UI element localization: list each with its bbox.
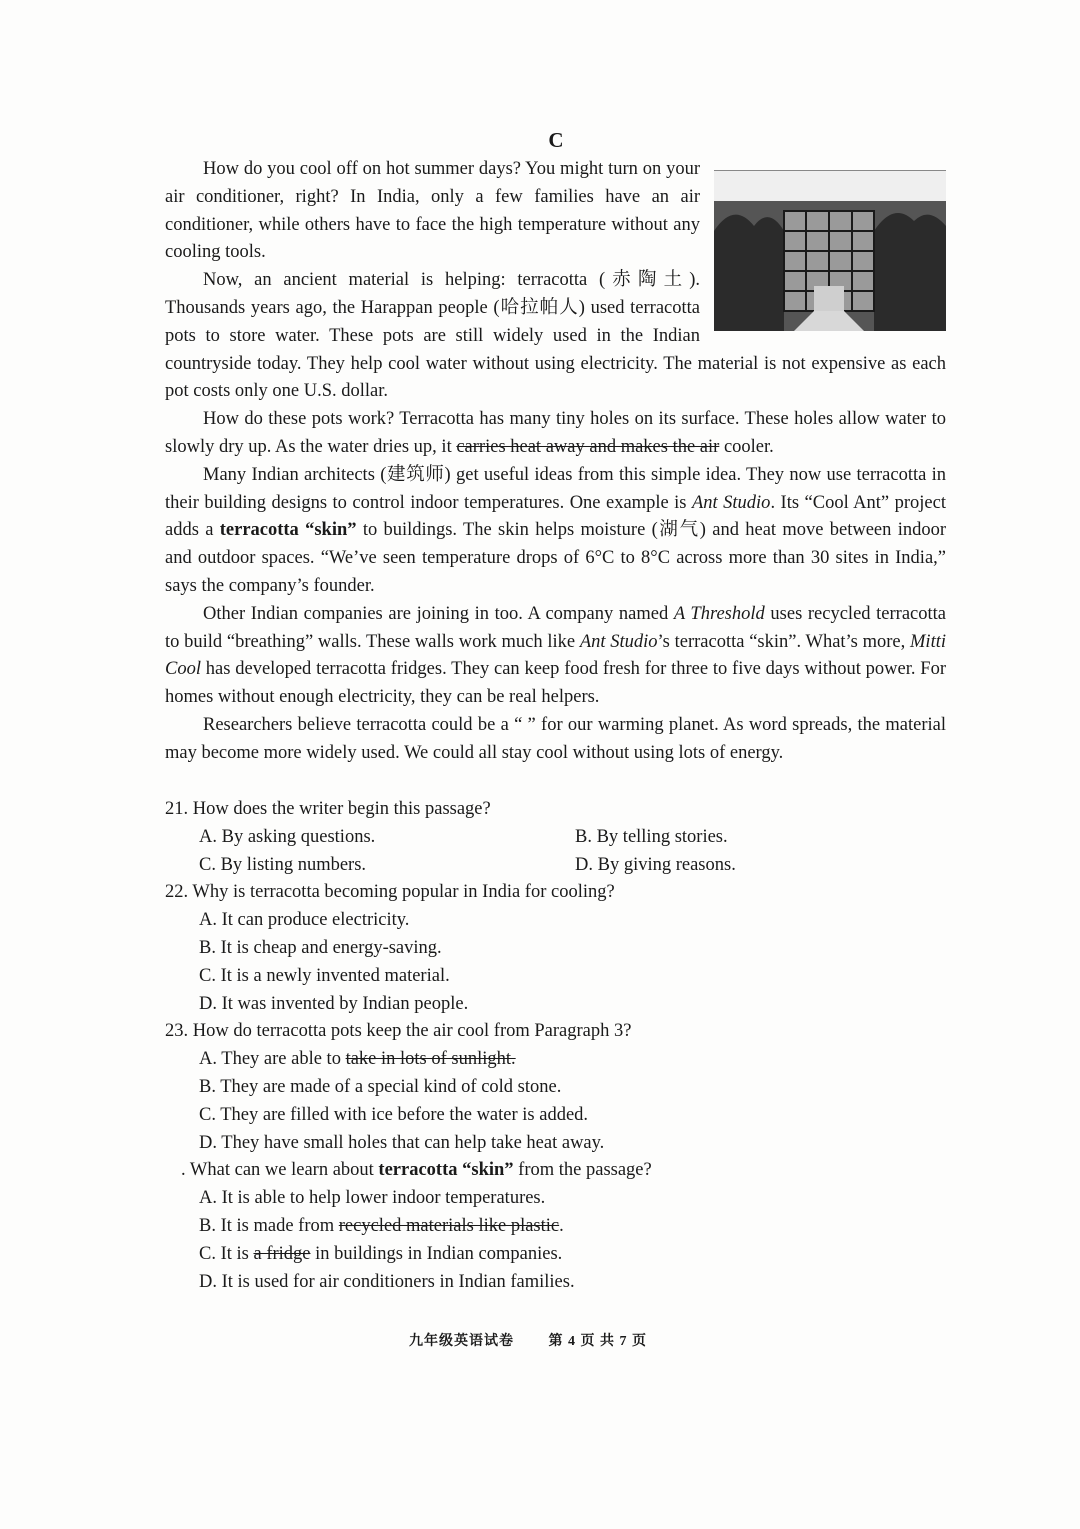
paragraph-5 [165,601,946,712]
paragraph-4 [165,462,946,601]
stem-text-b: from the passage? [513,1160,652,1181]
terracotta-skin-term: terracotta “skin” [219,520,357,541]
paragraph-3 [165,406,946,462]
option-b: B. By telling stories. [575,826,728,847]
paragraph-5-text-b: uses recycled terracotta to build “breathing” walls. These walls work much like [165,603,946,652]
paragraph-3-text: How do these pots work? Terracotta has many tiny holes on its surface. These holes allow water to slowly dry up. As the water dries up, it [165,409,946,457]
exam-name: 九年级英语试卷 [409,1334,514,1349]
option-d: D. By giving reasons. [575,854,736,875]
strikethrough-mark: recycled materials like plastic [338,1215,560,1236]
option-c: C. It is a newly invented material. [199,965,450,986]
ant-studio-name-2: Ant Studio [579,631,658,652]
section-label: C [548,128,564,152]
option-d: D. They have small holes that can help take heat away. [199,1132,605,1153]
question-stem [181,1157,965,1185]
ant-studio-name: Ant Studio [691,492,771,513]
paragraph-6: Researchers believe terracotta could be a “ ” for our warming planet. As word spreads, the material may become more widely used. We could all stay cool without using lots of energy. [165,714,946,763]
option-d: D. It is used for air conditioners in Indian families. [199,1271,575,1292]
question-list [165,796,965,1296]
page-footer [0,1330,1056,1350]
question-23 [165,1018,965,1157]
option-c: C. By listing numbers. [199,854,367,875]
question-24 [165,1157,965,1296]
option-a: A. It can produce electricity. [199,910,410,931]
option-a [199,1046,965,1074]
paragraph-4-text-a: Many Indian architects (建筑师) get useful ideas from this simple idea. They now use terracotta in their building designs to control indoor temperatures. One example is [165,464,946,513]
strikethrough-mark: a fridge [253,1243,311,1264]
option-c [199,1241,965,1269]
terracotta-skin-term: terracotta “skin” [378,1160,514,1181]
option-c-end: in buildings in Indian companies. [310,1243,563,1264]
option-c: C. They are filled with ice before the water is added. [199,1104,589,1125]
paragraph-5-text-a: Other Indian companies are joining in too. A company named [203,603,674,624]
page-number: 第 4 页 共 7 页 [548,1334,647,1349]
question-21 [165,796,965,879]
paragraph-2: Now, an ancient material is helping: terracotta (赤陶土). Thousands years ago, the Harappan people (哈拉帕人) used terracotta pots to store water. These pots are still widely used in the Indian countryside today. They help cool water without using electricity. The material is not expensive as each pot costs only one U.S. dollar. [165,270,946,402]
question-stem: 21. How does the writer begin this passage? [165,799,491,819]
option-b-end: . [559,1215,564,1236]
paragraph-5-text-d: has developed terracotta fridges. They can keep food fresh for three to five days without power. For homes without enough electricity, they can be real helpers. [165,659,946,708]
mitti-cool-name: Mitti Cool [165,631,946,680]
paragraph-5-text-c: ’s terracotta “skin”. What’s more, [657,631,911,652]
paragraph-4-text-b: . Its “Cool Ant” project adds a [165,492,946,541]
option-c-text: C. It is [199,1243,254,1264]
reading-passage [165,156,946,768]
option-b: B. They are made of a special kind of cold stone. [199,1076,562,1097]
terracotta-building-image [714,171,946,331]
question-22 [165,879,965,1018]
a-threshold-name: A Threshold [673,603,765,624]
option-a: A. By asking questions. [199,826,376,847]
building-photo [714,170,946,331]
option-d: D. It was invented by Indian people. [199,993,469,1014]
option-b: B. It is cheap and energy-saving. [199,937,442,958]
paragraph-4-text-c: to buildings. The skin helps moisture (湖气) and heat move between indoor and outdoor spaces. “We’ve seen temperature drops of 6°C to 8°C across more than 30 sites in India,” says the company’s founder. [165,520,946,596]
option-b-text: B. It is made from [199,1215,339,1236]
option-b [199,1213,965,1241]
option-a-text: A. They are able to [199,1049,346,1070]
question-stem: 23. How do terracotta pots keep the air cool from Paragraph 3? [165,1021,632,1042]
paragraph-1: How do you cool off on hot summer days? You might turn on your air conditioner, right? In India, only a few families have an air conditioner, while others have to face the high temperature without any cooling tools. [165,159,700,263]
question-stem: 22. Why is terracotta becoming popular in India for cooling? [165,882,615,903]
option-row [199,852,965,880]
option-a: A. It is able to help lower indoor temperatures. [199,1188,546,1209]
stem-text-a: . What can we learn about [181,1160,379,1181]
option-row [199,824,965,852]
strikethrough-mark: carries heat away and makes the air [456,436,720,457]
paragraph-3-end: cooler. [719,436,774,457]
strikethrough-mark: take in lots of sunlight. [345,1049,516,1070]
